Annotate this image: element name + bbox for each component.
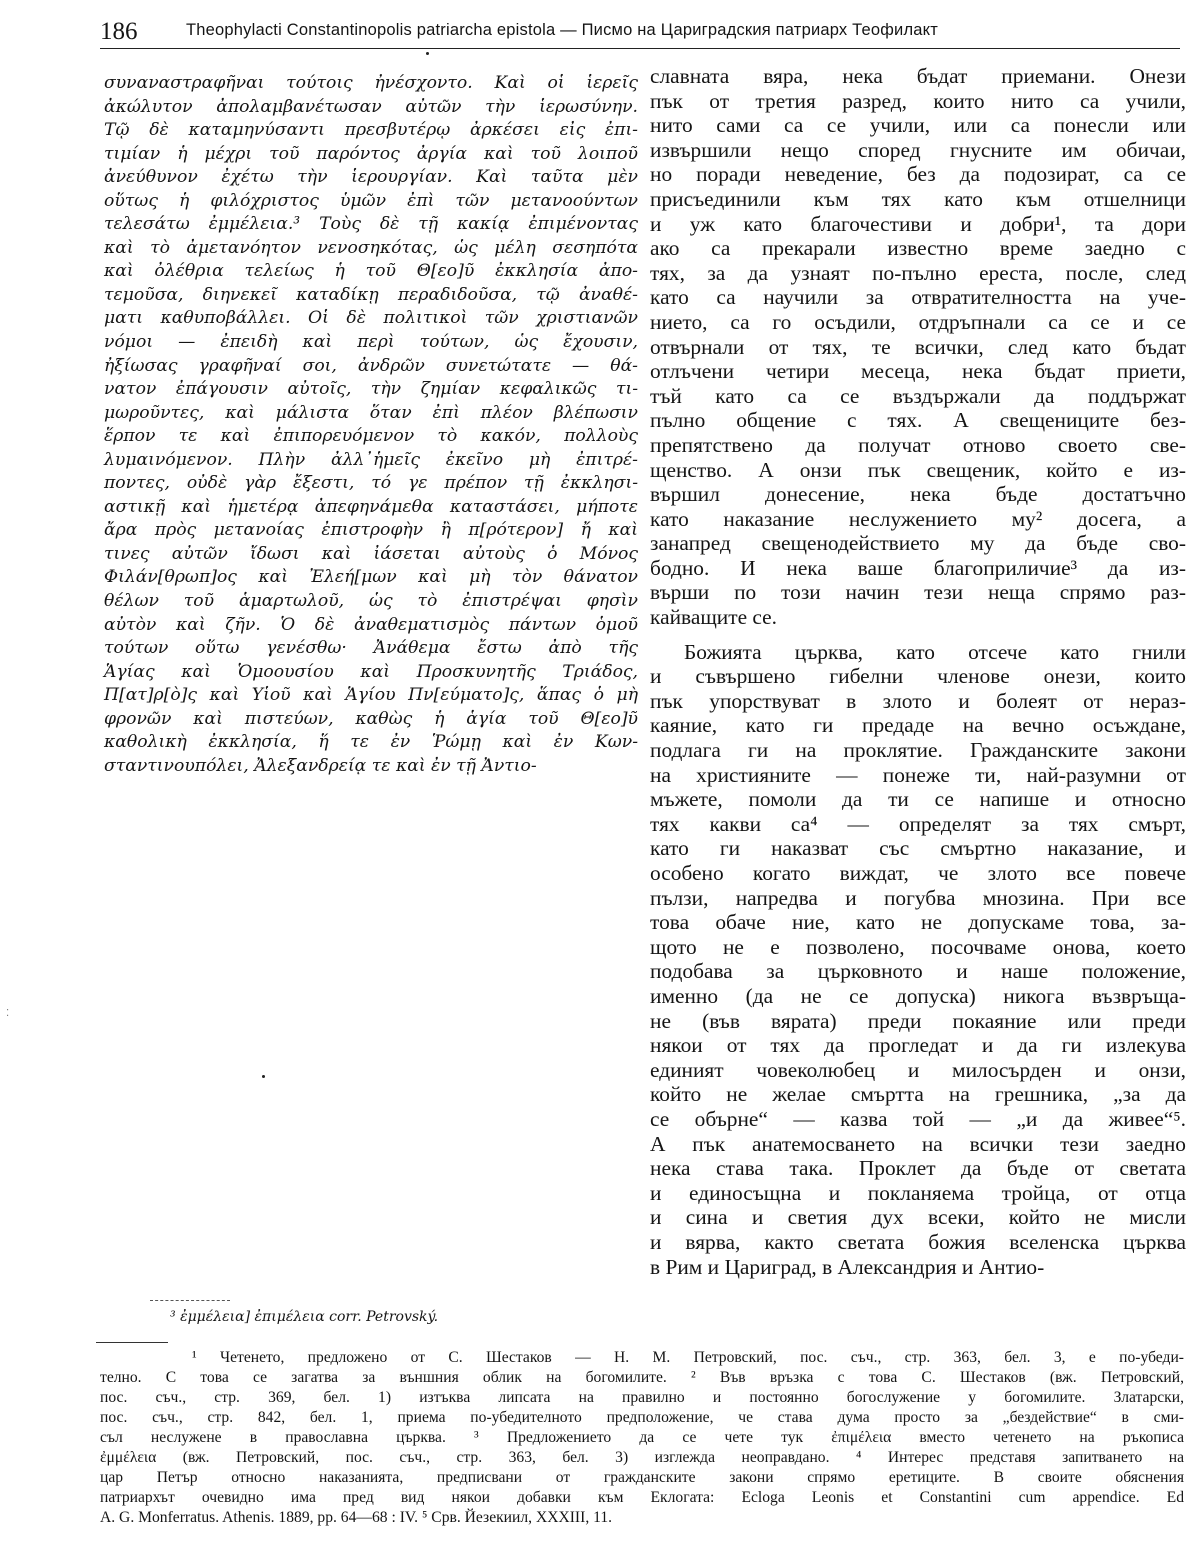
bulgarian-text-line: нието, са го осъдили, отдръпнали са се и се	[650, 309, 1186, 334]
bulgarian-text-line: подобава за църковното и наше положение,	[650, 959, 1186, 984]
bulgarian-text-line: който не желае смъртта на грешника, „за да	[650, 1082, 1186, 1107]
bulgarian-text-line: извършили нещо според гнусните им обичаи,	[650, 137, 1186, 162]
greek-text-line: ἄρα πρὸς μετανοίας ἐπιστροφὴν ἢ π[ρότερον] ἤ καὶ	[104, 520, 638, 541]
bulgarian-text-line: тях, за да узнаят по-пълно ереста, после, след	[650, 260, 1186, 285]
greek-text-line: ἀνεύθυνον ἐχέτω τὴν ἱερουργίαν. Καὶ ταῦτα μὲν	[104, 167, 638, 188]
scan-dot	[426, 52, 429, 55]
bulgarian-text-line: пълно общение с тях. А свещениците без-	[650, 408, 1186, 433]
bulgarian-text-line: в Рим и Цариград, в Александрия и Антио-	[650, 1254, 1045, 1279]
footnote-rule	[96, 1342, 168, 1343]
greek-text-line: ματι καθυποβάλλει. Οἱ δὲ πολιτικοὶ τῶν χριστιανῶν	[104, 308, 638, 329]
bulgarian-text-line: и уж като благочестиви и добри¹, та дори	[650, 211, 1186, 236]
page-number: 186	[100, 18, 138, 45]
greek-text-line: ποντες, οὐδὲ γὰρ ἔξεστι, τό γε πρέπον τῇ ἐκκλησι-	[104, 473, 638, 494]
greek-text-line: ἕρπον τε καὶ ἐπιπορευόμενον τὸ κακόν, πολλοὺς	[104, 426, 638, 447]
bulgarian-text-column	[650, 64, 1186, 1279]
greek-text-line: τούτων οὕτω γενέσθω· Ἀνάθεμα ἔστω ἀπὸ τῆς	[104, 638, 638, 659]
bulgarian-text-line: и единосъщна и покланяема тройца, от отца	[650, 1180, 1186, 1205]
greek-text-line: θέλων τοῦ ἁμαρτωλοῦ, ὡς τὸ ἐπιστρέψαι φησὶν	[104, 591, 638, 612]
greek-text-line: οὕτως ἡ φιλόχριστος ὑμῶν ἐπὶ τῶν μετανοούντων	[104, 190, 638, 211]
greek-text-line: Φιλάν[θρωπ]ος καὶ Ἐλεή[μων καὶ μὴ τὸν θάνατον	[104, 567, 638, 588]
bulgarian-text-line: и вярва, както светата божия вселенска църква	[650, 1229, 1186, 1254]
greek-text-line: τελεσάτω ἐμμέλεια.³ Τοὺς δὲ τῇ κακίᾳ ἐπιμένοντας	[104, 214, 638, 235]
bulgarian-text-line: като са научили за отвратителността на уче-	[650, 285, 1186, 310]
bulgarian-text-line: отлъчени четири месеца, нека бъдат приети,	[650, 359, 1186, 384]
bulgarian-text-line: препятствено да получат отново своето све-	[650, 432, 1186, 457]
bulgarian-text-line: славната вяра, нека бъдат приемани. Онези	[650, 64, 1186, 88]
bulgarian-text-line: присъединили към тях като към отшелници	[650, 186, 1186, 211]
bulgarian-text-line: Божията църква, като отсече като гнили	[684, 639, 1186, 664]
footnote-line: съл неслужене в православна църква. ³ Предложението да се чете тук ἐπιμέλεια вместо четенето на ръкописа	[100, 1429, 1184, 1446]
bulgarian-text-line: нека става така. Проклет да бъде от светата	[650, 1156, 1186, 1181]
greek-text-line: τιμίαν ἡ μέχρι τοῦ παρόντος ἀργία καὶ τοῦ λοιποῦ	[104, 143, 638, 164]
bulgarian-text-line: някои от тях да прогледат и да ги излекува	[650, 1033, 1186, 1058]
greek-text-line: σταντινουπόλει, Ἀλεξανδρείᾳ τε καὶ ἐν τῇ Ἀντιο-	[104, 755, 537, 776]
bulgarian-text-line: ако са прекарали известно време заедно с	[650, 236, 1186, 261]
apparatus-note: ³ ἐμμέλεια] ἐπιμέλεια corr. Petrovský.	[170, 1309, 439, 1325]
bulgarian-text-line: и съвършено гибелни членове онези, които	[650, 664, 1186, 689]
footnote-line: пос. съч., стр. 842, бел. 1, приема по-убедителното предположение, че става дума просто за „бездействие“ в сми-	[100, 1409, 1184, 1426]
bulgarian-text-line: пък от третия разред, които нито са учили,	[650, 88, 1186, 113]
bulgarian-text-line: но поради неведение, без да подозират, са се	[650, 162, 1186, 187]
greek-text-line: αστικῇ καὶ ἡμετέρᾳ ἀπεφηνάμεθα καταστάσει, μήποτε	[104, 496, 638, 517]
greek-text-line: νόμοι — ἐπειδὴ καὶ περὶ τούτων, ὡς ἔχουσιν,	[104, 332, 638, 353]
bulgarian-text-line: като наказание неслужението му² досега, а	[650, 506, 1186, 531]
greek-text-line: συναναστραφῆναι τούτοις ἠνέσχοντο. Καὶ οἱ ἱερεῖς	[104, 73, 638, 93]
greek-text-line: νατον ἐπάγουσιν αὐτοῖς, τὴν ζημίαν κεφαλικῶς τι-	[104, 379, 638, 400]
footnote-line: пос. съч., стр. 369, бел. 1) изтъква липсата на правилно и постоянно богослужение у богомилите. Златарски,	[100, 1389, 1184, 1406]
bulgarian-text-line: отвърнали от тях, те всички, след като бъдат	[650, 334, 1186, 359]
greek-text-line: καθολικὴ ἐκκλησία, ἥ τε ἐν Ῥώμῃ καὶ ἐν Κων-	[104, 732, 638, 753]
bulgarian-text-line: кайващите се.	[650, 605, 778, 630]
greek-text-column	[104, 72, 638, 778]
bulgarian-text-line: тъй като са се въздържали да поддържат	[650, 383, 1186, 408]
footnotes	[100, 1348, 1184, 1528]
running-head: Theophylacti Constantinopolis patriarcha epistola — Писмо на Цариградския патриарх Теофилакт	[186, 21, 939, 39]
greek-text-line: ἀκώλυτον ἀπολαμβανέτωσαν αὐτῶν τὴν ἱερωσύνην.	[104, 96, 638, 117]
bulgarian-text-line: именно (да не се допуска) никога възвръща-	[650, 983, 1186, 1008]
footnote-line: ἐμμέλεια (вж. Петровский, пос. съч., стр. 363, бел. 3) изглежда неоправдано. ⁴ Интерес представя запитването на	[100, 1449, 1184, 1466]
greek-text-line: Τῷ δὲ καταμηνύσαντι πρεσβυτέρῳ ἀρκέσει εἰς ἐπι-	[104, 120, 638, 141]
bulgarian-text-line: каяние, като ги предаде на вечно осъждане,	[650, 713, 1186, 738]
bulgarian-text-line: пък упорствуват в злото и болеят от нерaз-	[650, 688, 1186, 713]
bulgarian-text-line: мъжете, помоли да ти се напише и относно	[650, 787, 1186, 812]
greek-text-line: φρονῶν καὶ πιστεύων, καθὼς ἡ ἁγία τοῦ Θ[εο]ῦ	[104, 708, 638, 729]
bulgarian-text-line: нито сами са се учили, или са понесли или	[650, 113, 1186, 138]
footnote-line: A. G. Monferratus. Athenis. 1889, pp. 64—68 : IV. ⁵ Срв. Йезекиил, XXXIII, 11.	[100, 1509, 613, 1526]
bulgarian-text-line: занапред свещенодействието му да бъде сво-	[650, 531, 1186, 556]
bulgarian-text-line: щото не е позволено, посочваме онова, което	[650, 934, 1186, 959]
bulgarian-text-line: пълзи, напредва и погубва мнозина. При все	[650, 885, 1186, 910]
greek-text-line: τινες αὐτῶν ἴδωσι καὶ ἰάσεται αὐτοὺς ὁ Μόνος	[104, 543, 638, 564]
page-header	[100, 14, 1180, 49]
footnote-line: ¹ Четенето, предложено от С. Шестаков — Н. М. Петровский, пос. съч., стр. 363, бел. 3, е по-убеди-	[192, 1349, 1184, 1366]
footnote-line: патриархът очевидно има пред вид някои добавки към Еклогата: Ecloga Leonis et Constantini cum appendice. Ed	[100, 1489, 1184, 1506]
bulgarian-text-line: това обаче ние, като не допускаме това, за-	[650, 910, 1186, 935]
bulgarian-text-line: единият човеколюбец и милосърден и онзи,	[650, 1057, 1186, 1082]
scan-speck: ⁚	[6, 1008, 10, 1019]
bulgarian-text-line: се обърне“ — казва той — „и да живее“⁵.	[650, 1106, 1186, 1131]
bulgarian-text-line: щенство. А онзи пък свещеник, който е из-	[650, 457, 1186, 482]
bulgarian-text-line: бодно. И нека ваше благоприличие³ да из-	[650, 555, 1186, 580]
scan-dot	[262, 1075, 265, 1078]
bulgarian-text-line: на християните — понеже ти, най-разумни от	[650, 762, 1186, 787]
bulgarian-text-line: тях какви са⁴ — определят за тях смърт,	[650, 811, 1186, 836]
greek-text-line: Ἁγίας καὶ Ὁμοουσίου καὶ Προσκυνητῆς Τριάδος,	[104, 661, 638, 682]
greek-text-line: Π[ατ]ρ[ὸ]ς καὶ Υἱοῦ καὶ Ἁγίου Πν[εύματο]ς, ἅπας ὁ μὴ	[104, 685, 638, 706]
greek-text-line: μωροῦντες, καὶ μάλιστα ὅταν ἐπὶ πλέον βλέπωσιν	[104, 402, 638, 423]
footnote-line: телно. С това се загатва за външния облик на богомилите. ² Във връзка с това С. Шестаков (вж. Петровский,	[100, 1369, 1184, 1386]
greek-text-line: καὶ τὸ ἀμετανόητον νενοσηκότας, ὡς μέλη σεσηπότα	[104, 237, 638, 258]
greek-text-line: λυμαινόμενον. Πλὴν ἀλλ᾽ἡμεῖς ἐκεῖνο μὴ ἐπιτρέ-	[104, 449, 638, 470]
greek-text-line: καὶ ὀλέθρια τελείως ἡ τοῦ Θ[εο]ῦ ἐκκλησία ἀπο-	[104, 261, 638, 282]
paragraph-gap	[650, 630, 1186, 640]
bulgarian-text-line: и сина и светия дух всеки, който не мисли	[650, 1205, 1186, 1230]
bulgarian-text-line: не (във вярата) преди покаяние или преди	[650, 1008, 1186, 1033]
greek-text-line: αὐτὸν καὶ ζῆν. Ὁ δὲ ἀναθεματισμὸς πάντων ὁμοῦ	[104, 614, 638, 635]
greek-text-line: τεμοῦσα, διηνεκεῖ καταδίκῃ περαδιδοῦσα, τῷ ἀναθέ-	[104, 284, 638, 305]
bulgarian-text-line: вършил донесение, нека бъде достатъчно	[650, 482, 1186, 507]
bulgarian-text-line: особено когато виждат, че злото все повече	[650, 861, 1186, 885]
footnote-line: цар Петър относно наказанията, предписвани от гражданските закони спрямо еретиците. В своите обяснения	[100, 1469, 1184, 1486]
bulgarian-text-line: като ги наказват със смъртно наказание, и	[650, 836, 1186, 861]
bulgarian-text-line: върши по този начин тези неща спрямо раз-	[650, 580, 1186, 605]
apparatus-rule	[150, 1300, 230, 1301]
bulgarian-text-line: А пък анатемосването на всички тези заедно	[650, 1131, 1186, 1156]
bulgarian-text-line: подлага ги на проклятие. Гражданските закони	[650, 738, 1186, 763]
greek-text-line: ἠξίωσας γραφῆναί σοι, ἀνδρῶν συνετώτατε — θά-	[104, 355, 638, 376]
